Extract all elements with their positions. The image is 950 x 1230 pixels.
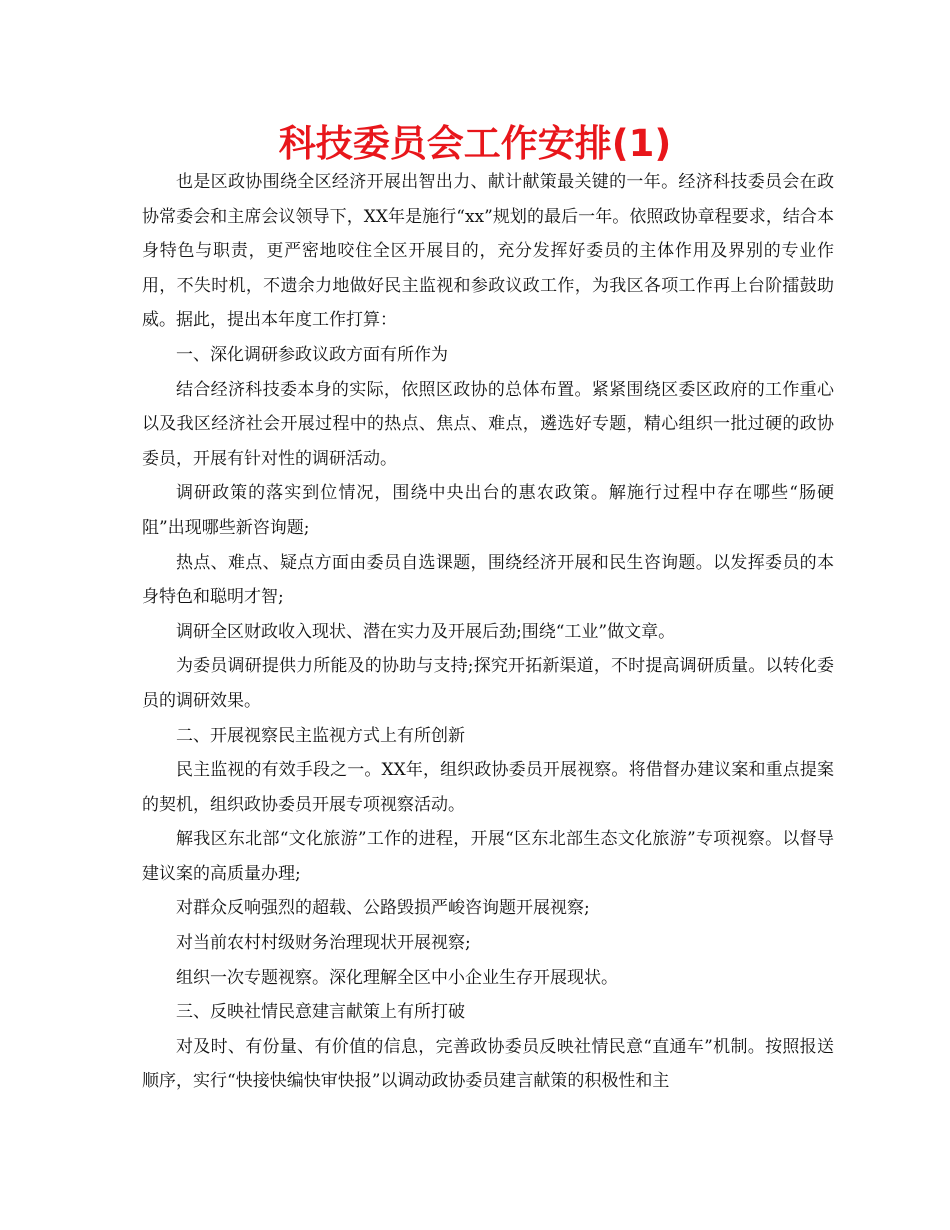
paragraph: 结合经济科技委本身的实际，依照区政协的总体布置。紧紧围绕区委区政府的工作重心以及我区经济社会开展过程中的热点、焦点、难点，遴选好专题，精心组织一批过硬的政协委员，开展有针对性的调研活动。: [142, 379, 834, 469]
paragraph: 调研全区财政收入现状、潜在实力及开展后劲;围绕“工业”做文章。: [176, 621, 676, 642]
paragraph: 对当前农村村级财务治理现状开展视察;: [176, 933, 471, 954]
section-heading-1: 一、深化调研参政议政方面有所作为: [176, 344, 448, 365]
paragraph: 调研政策的落实到位情况，围绕中央出台的惠农政策。解施行过程中存在哪些“肠硬阻”出现哪些新咨询题;: [142, 483, 834, 538]
paragraph: 为委员调研提供力所能及的协助与支持;探究开拓新渠道，不时提高调研质量。以转化委员的调研效果。: [142, 656, 834, 711]
paragraph: 民主监视的有效手段之一。XX年，组织政协委员开展视察。将借督办建议案和重点提案的契机，组织政协委员开展专项视察活动。: [142, 760, 834, 815]
paragraph: 对群众反响强烈的超载、公路毁损严峻咨询题开展视察;: [176, 898, 590, 919]
paragraph-intro: 也是区政协围绕全区经济开展出智出力、献计献策最关键的一年。经济科技委员会在政协常委会和主席会议领导下，XX年是施行“xx”规划的最后一年。依照政协章程要求，结合本身特色与职责，更严密地咬住全区开展目的，充分发挥好委员的主体作用及界别的专业作用，不失时机，不遗余力地做好民主监视和参政议政工作，为我区各项工作再上台阶擂鼓助威。据此，提出本年度工作打算：: [142, 172, 834, 331]
paragraph: 解我区东北部“文化旅游”工作的进程，开展“区东北部生态文化旅游”专项视察。以督导建议案的高质量办理;: [142, 829, 834, 884]
paragraph: 组织一次专题视察。深化理解全区中小企业生存开展现状。: [176, 967, 618, 988]
section-heading-2: 二、开展视察民主监视方式上有所创新: [176, 725, 465, 746]
paragraph: 对及时、有份量、有价值的信息，完善政协委员反映社情民意“直通车”机制。按照报送顺序，实行“快接快编快审快报”以调动政协委员建言献策的积极性和主: [142, 1036, 834, 1092]
document-body: [142, 165, 834, 1099]
document-title: 科技委员会工作安排(1): [278, 122, 672, 165]
paragraph: 热点、难点、疑点方面由委员自选课题，围绕经济开展和民生咨询题。以发挥委员的本身特色和聪明才智;: [142, 552, 834, 608]
section-heading-3: 三、反映社情民意建言献策上有所打破: [176, 1002, 465, 1023]
